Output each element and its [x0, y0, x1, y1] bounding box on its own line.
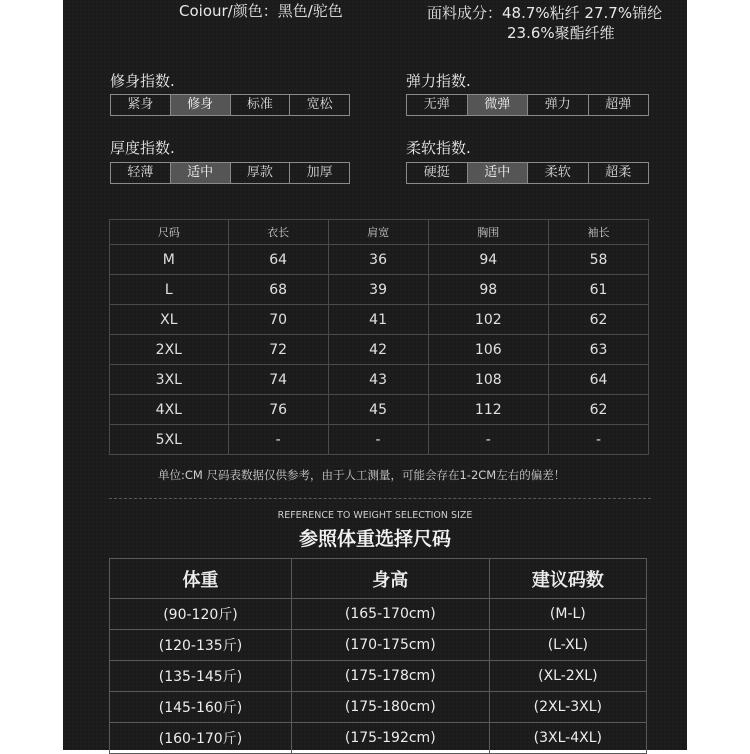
softness-option: 超柔 — [605, 165, 632, 180]
table-row — [110, 335, 649, 365]
table-row — [110, 305, 649, 335]
stretch-index-scale — [406, 94, 649, 116]
size-cell: L — [110, 275, 229, 305]
table-row — [110, 275, 649, 305]
table-row — [110, 395, 649, 425]
table-row — [110, 661, 647, 692]
thickness-option: 轻薄 — [111, 163, 171, 183]
height-cell: (165-170cm) — [291, 599, 489, 630]
fit-option: 标准 — [231, 95, 291, 115]
size-cell: 43 — [328, 365, 428, 395]
size-cell: 41 — [328, 305, 428, 335]
stretch-option-selected: 微弹 — [468, 95, 529, 115]
suggested-size-cell: (XL-2XL) — [489, 661, 646, 692]
size-cell: 5XL — [110, 425, 229, 455]
thickness-index-scale — [110, 162, 350, 184]
size-cell: 106 — [428, 335, 549, 365]
thickness-index-title: 厚度指数. — [110, 139, 175, 157]
fit-option: 紧身 — [111, 95, 171, 115]
size-cell: 74 — [228, 365, 328, 395]
size-cell: M — [110, 245, 229, 275]
weight-cell: (90-120斤) — [110, 599, 292, 630]
weight-table-header — [110, 559, 647, 599]
weight-cell: (120-135斤) — [110, 630, 292, 661]
softness-index-scale — [406, 162, 649, 184]
size-cell: 4XL — [110, 395, 229, 425]
table-row — [110, 599, 647, 630]
fit-index-title: 修身指数. — [110, 72, 175, 90]
thickness-option: 加厚 — [306, 165, 333, 180]
weight-header-cell: 体重 — [110, 559, 292, 599]
weight-cell: (145-160斤) — [110, 692, 292, 723]
suggested-size-cell: (M-L) — [489, 599, 646, 630]
size-header-cell: 袖长 — [549, 220, 649, 245]
size-cell: 108 — [428, 365, 549, 395]
fit-option: 宽松 — [306, 97, 333, 112]
weight-section-subtitle: REFERENCE TO WEIGHT SELECTION SIZE — [277, 510, 473, 521]
size-table — [109, 219, 649, 455]
size-cell: 62 — [549, 305, 649, 335]
size-cell: 94 — [428, 245, 549, 275]
size-note: 单位:CM 尺码表数据仅供参考，由于人工测量，可能会存在1-2CM左右的偏差！ — [158, 468, 566, 482]
height-cell: (175-178cm) — [291, 661, 489, 692]
product-detail-panel — [63, 0, 687, 750]
size-header-cell: 胸围 — [428, 220, 549, 245]
table-row — [110, 723, 647, 754]
weight-section-title: 参照体重选择尺码 — [298, 528, 451, 550]
size-cell: 39 — [328, 275, 428, 305]
suggested-size-cell: (3XL-4XL) — [489, 723, 646, 754]
table-row — [110, 692, 647, 723]
size-cell: 68 — [228, 275, 328, 305]
stretch-option: 无弹 — [407, 95, 468, 115]
size-cell: 62 — [549, 395, 649, 425]
size-cell: 58 — [549, 245, 649, 275]
stretch-option: 弹力 — [528, 95, 589, 115]
weight-cell: (135-145斤) — [110, 661, 292, 692]
divider — [109, 498, 651, 499]
size-header-cell: 尺码 — [110, 220, 229, 245]
softness-option: 柔软 — [528, 163, 589, 183]
thickness-option: 厚款 — [231, 163, 291, 183]
fabric-info-line1: 面料成分：48.7%粘纤 27.7%锦纶 — [427, 4, 663, 22]
softness-index-title: 柔软指数. — [406, 139, 471, 157]
size-cell: 76 — [228, 395, 328, 425]
size-cell: 98 — [428, 275, 549, 305]
size-cell: 102 — [428, 305, 549, 335]
weight-cell: (160-170斤) — [110, 723, 292, 754]
size-cell: 63 — [549, 335, 649, 365]
size-cell: 64 — [228, 245, 328, 275]
softness-option-selected: 适中 — [468, 163, 529, 183]
size-header-cell: 衣长 — [228, 220, 328, 245]
size-cell: 61 — [549, 275, 649, 305]
size-cell: 3XL — [110, 365, 229, 395]
fit-option-selected: 修身 — [171, 95, 231, 115]
height-cell: (175-192cm) — [291, 723, 489, 754]
size-cell: 36 — [328, 245, 428, 275]
size-cell: - — [328, 425, 428, 455]
size-cell: 72 — [228, 335, 328, 365]
size-cell: - — [549, 425, 649, 455]
suggested-size-cell: (2XL-3XL) — [489, 692, 646, 723]
table-row — [110, 245, 649, 275]
size-cell: - — [228, 425, 328, 455]
size-cell: 42 — [328, 335, 428, 365]
height-cell: (170-175cm) — [291, 630, 489, 661]
fit-index-scale — [110, 94, 350, 116]
size-cell: 112 — [428, 395, 549, 425]
size-cell: 2XL — [110, 335, 229, 365]
table-row — [110, 425, 649, 455]
softness-option: 硬挺 — [407, 163, 468, 183]
size-cell: - — [428, 425, 549, 455]
size-table-header — [110, 220, 649, 245]
stretch-option: 超弹 — [605, 97, 632, 112]
size-header-cell: 肩宽 — [328, 220, 428, 245]
size-cell: XL — [110, 305, 229, 335]
weight-header-cell: 身高 — [291, 559, 489, 599]
size-cell: 45 — [328, 395, 428, 425]
weight-table — [109, 558, 647, 754]
stretch-index-title: 弹力指数. — [406, 72, 471, 90]
colour-info: Coiour/颜色：黑色/驼色 — [179, 2, 343, 20]
size-cell: 70 — [228, 305, 328, 335]
suggested-size-cell: (L-XL) — [489, 630, 646, 661]
weight-header-cell: 建议码数 — [489, 559, 646, 599]
size-cell: 64 — [549, 365, 649, 395]
height-cell: (175-180cm) — [291, 692, 489, 723]
table-row — [110, 365, 649, 395]
table-row — [110, 630, 647, 661]
fabric-info-line2: 23.6%聚酯纤维 — [507, 24, 615, 42]
thickness-option-selected: 适中 — [171, 163, 231, 183]
